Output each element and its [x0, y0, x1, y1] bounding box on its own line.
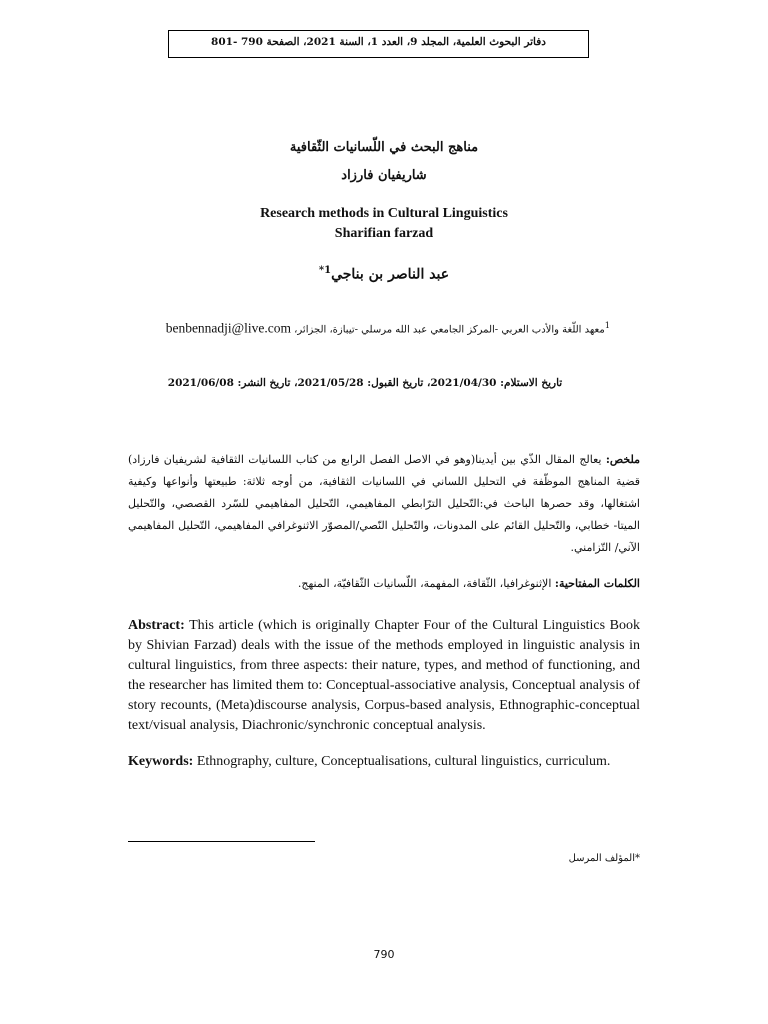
- author-email: benbennadji@live.com: [165, 320, 291, 336]
- author-affiliation: [150, 320, 610, 336]
- footnote-separator: [128, 841, 315, 842]
- english-abstract-label: Abstract:: [128, 618, 185, 633]
- page-number: 790: [373, 948, 395, 961]
- english-abstract: [128, 616, 640, 736]
- english-keywords-label: Keywords:: [128, 754, 194, 769]
- arabic-keywords-text: الإثنوغرافيا، الثّقافة، المفهمة، اللّسانيات الثّقافيّة، المنهج.: [297, 577, 552, 590]
- arabic-keywords-label: الكلمات المفتاحية:: [554, 577, 640, 590]
- arabic-abstract: [128, 449, 640, 559]
- english-keywords-text: Ethnography, culture, Conceptualisations, cultural linguistics, curriculum.: [196, 754, 611, 769]
- journal-citation: دفاتر البحوث العلمية، المجلد 9، العدد 1، السنة 2021، الصفحة 790 -801: [211, 36, 546, 48]
- affiliation-marker: 1: [604, 320, 610, 330]
- corresponding-author-footnote: *المؤلف المرسل: [568, 853, 640, 864]
- author-marks: 1*: [318, 265, 332, 276]
- journal-citation-box: [168, 30, 589, 58]
- arabic-abstract-label: ملخص:: [605, 453, 641, 466]
- arabic-original-author: شاريفيان فارزاد: [341, 168, 427, 183]
- submission-dates: تاريخ الاستلام: 2021/04/30، تاريخ القبول: 2021/05/28، تاريخ النشر: 2021/06/08: [167, 377, 563, 389]
- arabic-title: مناهج البحث في اللّسانيات الثّقافية: [289, 140, 479, 155]
- author-name: عبد الناصر بن بناجي: [331, 266, 450, 283]
- english-title: Research methods in Cultural Linguistics: [260, 206, 508, 221]
- arabic-keywords: [128, 577, 640, 590]
- arabic-abstract-text: يعالج المقال الذّي بين أيدينا(وهو في الاصل الفصل الرابع من كتاب اللسانيات الثقافية لشريفيان فارزاد) قضية المناهج الموظّفة في التحليل اللساني في اللسانيات الثقافية، من أوجه ثلاثة: طبيعتها وأنواعها وكيفية اشتغالها، وقد حصرها الباحث في:التّحليل الترّابطي المفاهيمي، التّحليل المفاهيمي للسّرد القصصي، والتّحليل الميتا- خطابي، والتّحليل القائم على المدونات، والتّحليل النّصي/المصوّر الاثنوغرافي المفاهيمي، التّحليل المفاهيمي الآني/ التّزامني.: [128, 453, 640, 554]
- english-keywords: [128, 752, 640, 772]
- affiliation-text: معهد اللّغة والأدب العربي -المركز الجامعي عبد الله مرسلي -تيبازة، الجزائر،: [294, 324, 605, 336]
- english-original-author: Sharifian farzad: [334, 226, 434, 241]
- english-abstract-text: This article (which is originally Chapter Four of the Cultural Linguistics Book by Shivian Farzad) deals with the issue of the methods employed in linguistic analysis in cultural linguistics, from three aspects: their nature, types, and method of functioning, and the researcher has limited them to: Conceptual-associative analysis, Conceptual analysis of story recounts, (Meta)discourse analysis, Corpus-based analysis, Ethnographic-conceptual text/visual analysis, Diachronic/synchronic conceptual analysis.: [128, 618, 641, 733]
- article-author: [0, 265, 768, 283]
